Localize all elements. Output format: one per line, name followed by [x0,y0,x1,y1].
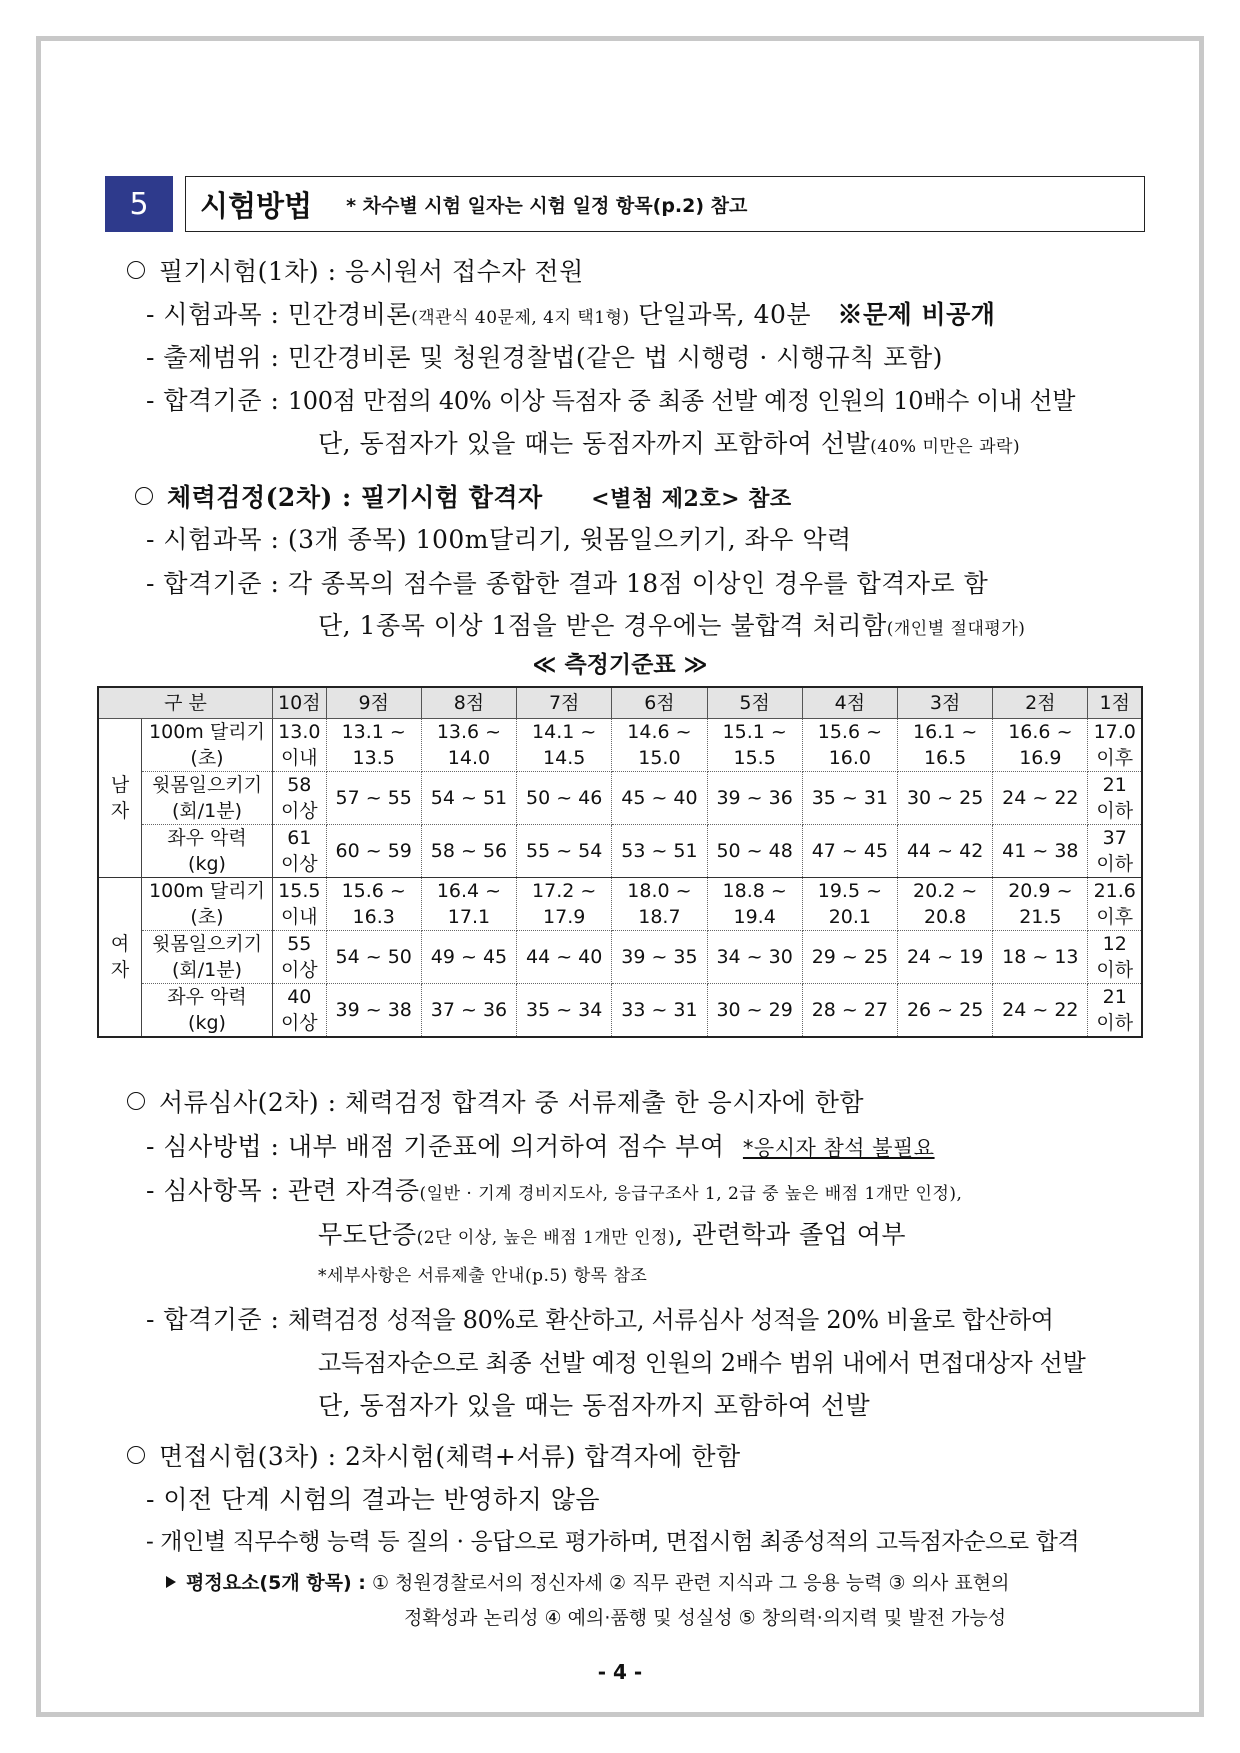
score-cell [612,719,707,772]
score-cell [993,878,1088,931]
score-cell [898,878,993,931]
fitness-heading: 체력검정(2차) : 필기시험 합격자 [167,483,543,512]
score-cell-line: 이후 [1096,906,1134,928]
score-cell-line: 17.9 [543,906,586,928]
score-cell [612,772,707,825]
score-cell [421,772,516,825]
score-cell-line: 이내 [280,747,318,769]
item-label-line: (kg) [188,1012,226,1034]
table-header-cell: 8점 [421,687,516,719]
score-cell-line: 13.5 [352,747,395,769]
table-header-row [98,687,1142,719]
circle-bullet-icon [127,1446,145,1464]
score-cell-line: 18 ~ 13 [1002,946,1079,968]
score-cell [273,931,327,984]
score-cell-line: 21.6 [1093,880,1136,902]
score-cell-line: 15.0 [638,747,681,769]
score-cell [273,719,327,772]
item-label-line: 윗몸일으키기 [151,933,263,955]
score-cell-line: 18.7 [638,906,681,928]
score-cell [1088,825,1142,878]
fitness-pass-label: - 합격기준 : [146,569,280,598]
score-cell [993,984,1088,1038]
score-cell [802,772,897,825]
written-scope: 민간경비론 및 청원경찰법(같은 법 시행령 · 시행규칙 포함) [287,343,943,372]
score-cell-line: 55 ~ 54 [526,840,603,862]
score-cell-line: 47 ~ 45 [811,840,889,862]
written-pass-line-2 [318,424,1020,460]
item-label-line: 좌우 악력 [167,827,247,849]
item-label [142,719,273,772]
document-items-2a: 무도단증 [318,1220,417,1249]
score-cell-line: 49 ~ 45 [430,946,508,968]
score-cell-line: 35 ~ 31 [811,787,889,809]
score-cell-line: 50 ~ 48 [716,840,793,862]
table-header-cell: 10점 [273,687,327,719]
triangle-bullet-icon [166,1576,176,1588]
document-heading: 서류심사(2차) : 체력검정 합격자 중 서류제출 한 응시자에 한함 [159,1088,865,1117]
score-cell-line: 21 [1102,774,1127,796]
score-cell-line: 37 [1102,827,1127,849]
gender-label-char: 여 [110,933,130,955]
score-cell [707,719,802,772]
interview-eval-line [166,1568,1009,1595]
score-cell [802,719,897,772]
score-cell-line: 이하 [1096,800,1134,822]
document-items-1a: 관련 자격증 [287,1176,420,1205]
document-items-2c: , 관련학과 졸업 여부 [675,1220,907,1249]
item-label-line: (회/1분) [171,800,243,822]
score-cell-line: 이후 [1096,747,1134,769]
score-cell [707,931,802,984]
written-heading: 필기시험(1차) : 응시원서 접수자 전원 [159,257,584,286]
score-cell-line: 15.1 ~ [722,721,787,743]
score-cell [802,825,897,878]
table-header-cell: 구 분 [98,687,273,719]
score-cell-line: 45 ~ 40 [621,787,698,809]
table-row [98,878,1142,931]
score-cell [707,825,802,878]
score-cell [326,878,421,931]
score-cell [1088,772,1142,825]
score-cell-line: 58 [287,774,312,796]
document-items-line-2 [318,1215,906,1251]
gender-label [98,878,142,1038]
written-scope-label: - 출제범위 : [146,343,280,372]
written-subject-b: 단일과목, 40분 [638,300,812,329]
fitness-subject-line [146,520,852,556]
document-pass-2: 고득점자순으로 최종 선발 예정 인원의 2배수 범위 내에서 면접대상자 선발 [318,1349,1086,1377]
score-cell [707,878,802,931]
document-method-note: *응시자 참석 불필요 [742,1136,935,1160]
fitness-pass-2-small: (개인별 절대평가) [886,619,1026,639]
document-method-label: - 심사방법 : [146,1132,280,1161]
score-cell [517,984,612,1038]
score-cell [421,825,516,878]
score-cell-line: 24 ~ 22 [1002,999,1079,1021]
table-row [98,825,1142,878]
score-cell [612,931,707,984]
document-heading-line [127,1083,864,1119]
item-label-line: (초) [190,747,224,769]
table-header-cell: 9점 [326,687,421,719]
gender-label [98,719,142,878]
gender-label-char: 자 [110,959,130,981]
score-cell-line: 44 ~ 40 [526,946,603,968]
score-cell-line: 13.1 ~ [341,721,406,743]
score-cell-line: 이상 [280,800,318,822]
document-items-note: *세부사항은 서류제출 안내(p.5) 항목 참조 [318,1266,648,1286]
table-header-cell: 3점 [898,687,993,719]
score-cell-line: 14.5 [543,747,586,769]
score-cell-line: 19.5 ~ [817,880,883,902]
score-cell [707,772,802,825]
written-pass-2: 단, 동점자가 있을 때는 동점자까지 포함하여 선발 [318,429,871,458]
document-method: 내부 배점 기준표에 의거하여 점수 부여 [287,1132,725,1161]
score-cell-line: 17.2 ~ [532,880,597,902]
written-scope-line [146,338,943,374]
score-cell [993,825,1088,878]
score-cell-line: 18.8 ~ [722,880,787,902]
gender-label-char: 자 [110,800,130,822]
score-cell [802,931,897,984]
document-pass-3: 단, 동점자가 있을 때는 동점자까지 포함하여 선발 [318,1391,871,1420]
score-cell-line: 이하 [1096,1012,1134,1034]
score-cell-line: 19.4 [733,906,776,928]
score-cell-line: 12 [1102,933,1127,955]
item-label-line: 윗몸일으키기 [151,774,263,796]
score-cell [273,825,327,878]
table-title: ≪ 측정기준표 ≫ [532,652,708,678]
score-cell [993,719,1088,772]
circle-bullet-icon [127,261,145,279]
item-label-line: (초) [190,906,224,928]
score-cell-line: 이하 [1096,853,1134,875]
item-label-line: (kg) [188,853,226,875]
score-cell-line: 54 ~ 50 [335,946,412,968]
written-subject-line [146,295,995,331]
document-method-line [146,1127,935,1163]
table-row [98,931,1142,984]
score-cell-line: 20.8 [923,906,967,928]
score-cell-line: 13.6 ~ [436,721,502,743]
fitness-pass-line-2 [318,606,1025,642]
score-cell [421,931,516,984]
score-cell-line: 17.1 [447,906,491,928]
score-cell [517,825,612,878]
fitness-pass-2: 단, 1종목 이상 1점을 받은 경우에는 불합격 처리함 [318,611,887,640]
score-cell [707,984,802,1038]
table-header-cell: 4점 [802,687,897,719]
score-cell-line: 14.0 [447,747,491,769]
score-cell-line: 24 ~ 22 [1002,787,1079,809]
score-cell [898,825,993,878]
score-cell [517,772,612,825]
circle-bullet-icon [127,1092,145,1110]
document-pass-label: - 합격기준 : [146,1305,280,1334]
section-note: * 차수별 시험 일자는 시험 일정 항목(p.2) 참고 [346,194,748,217]
score-cell [802,878,897,931]
table-header-cell: 6점 [612,687,707,719]
table-row [98,772,1142,825]
score-cell [421,984,516,1038]
score-cell [993,931,1088,984]
item-label-line: 좌우 악력 [167,986,247,1008]
score-cell-line: 20.9 ~ [1008,880,1073,902]
written-pass-line [146,381,1075,417]
score-cell-line: 54 ~ 51 [430,787,508,809]
score-cell-line: 26 ~ 25 [906,999,984,1021]
score-cell [1088,931,1142,984]
score-cell [1088,878,1142,931]
score-cell-line: 33 ~ 31 [621,999,698,1021]
score-cell [273,772,327,825]
score-cell-line: 55 [287,933,312,955]
score-cell [612,825,707,878]
score-cell-line: 16.5 [923,747,967,769]
interview-eval-2: 정확성과 논리성 ④ 예의·품행 및 성실성 ⑤ 창의력·의지력 및 발전 가능성 [404,1607,1007,1629]
table-header-cell: 2점 [993,687,1088,719]
circle-bullet-icon [135,487,153,505]
score-cell-line: 18.0 ~ [627,880,692,902]
score-cell [326,772,421,825]
written-pass-1: 100점 만점의 40% 이상 득점자 중 최종 선발 예정 인원의 10배수 이내 선발 [287,387,1076,415]
score-cell [1088,984,1142,1038]
fitness-pass-line [146,564,988,600]
score-cell [326,825,421,878]
score-cell-line: 30 ~ 29 [716,999,793,1021]
score-cell-line: 61 [287,827,312,849]
document-items-label: - 심사항목 : [146,1176,280,1205]
interview-heading-line [127,1437,741,1473]
score-cell-line: 16.9 [1019,747,1062,769]
score-cell-line: 16.1 ~ [912,721,978,743]
interview-line-1: - 이전 단계 시험의 결과는 반영하지 않음 [146,1485,601,1514]
score-cell [517,719,612,772]
gender-label-char: 남 [110,774,130,796]
score-cell-line: 15.6 ~ [341,880,406,902]
item-label [142,931,273,984]
score-cell-line: 34 ~ 30 [716,946,793,968]
item-label-line: 100m 달리기 [149,721,265,743]
section-header [185,176,1145,232]
written-subject-a: 민간경비론 [287,300,412,329]
score-cell [273,984,327,1038]
score-cell [802,984,897,1038]
item-label-line: (회/1분) [171,959,243,981]
score-cell-line: 21 [1102,986,1127,1008]
score-cell-line: 37 ~ 36 [430,999,508,1021]
table-row [98,719,1142,772]
table-header-cell: 5점 [707,687,802,719]
score-cell-line: 16.0 [828,747,872,769]
score-cell-line: 이상 [280,959,318,981]
score-cell-line: 이하 [1096,959,1134,981]
score-cell-line: 35 ~ 34 [526,999,603,1021]
document-items-2b: (2단 이상, 높은 배점 1개만 인정) [416,1228,676,1248]
score-cell-line: 41 ~ 38 [1002,840,1079,862]
score-cell [326,931,421,984]
score-cell [517,878,612,931]
fitness-pass-1: 각 종목의 점수를 종합한 결과 18점 이상인 경우를 합격자로 함 [287,569,989,598]
table-header-cell: 7점 [517,687,612,719]
score-cell-line: 39 ~ 36 [716,787,793,809]
score-cell-line: 17.0 [1093,721,1136,743]
score-cell-line: 39 ~ 35 [621,946,698,968]
score-cell [612,878,707,931]
score-cell-line: 57 ~ 55 [335,787,412,809]
score-cell-line: 이내 [280,906,318,928]
score-cell-line: 28 ~ 27 [811,999,889,1021]
score-cell [898,772,993,825]
fitness-standard-table [97,686,1143,1038]
score-cell-line: 15.5 [733,747,776,769]
score-cell-line: 15.6 ~ [817,721,883,743]
score-cell-line: 16.4 ~ [436,880,502,902]
score-cell-line: 60 ~ 59 [335,840,412,862]
score-cell-line: 30 ~ 25 [906,787,984,809]
score-cell [273,878,327,931]
document-items-1b: (일반 · 기계 경비지도사, 응급구조사 1, 2급 중 높은 배점 1개만 인정), [419,1184,963,1204]
written-subject-c: ※문제 비공개 [837,300,996,329]
score-cell-line: 20.1 [828,906,872,928]
score-cell-line: 24 ~ 19 [906,946,984,968]
score-cell [898,984,993,1038]
score-cell-line: 14.6 ~ [627,721,692,743]
document-pass-line [146,1300,1054,1336]
score-cell-line: 40 [287,986,312,1008]
score-cell [898,931,993,984]
score-cell-line: 44 ~ 42 [906,840,984,862]
item-label [142,825,273,878]
score-cell-line: 29 ~ 25 [811,946,889,968]
fitness-subject: (3개 종목) 100m달리기, 윗몸일으키기, 좌우 악력 [287,525,852,554]
score-cell-line: 13.0 [278,721,321,743]
score-cell-line: 58 ~ 56 [430,840,508,862]
written-pass-2-small: (40% 미만은 과락) [870,437,1021,457]
written-heading-line [127,252,584,288]
score-cell [421,878,516,931]
interview-eval-label: 평정요소(5개 항목) : [186,1572,366,1594]
table-row [98,984,1142,1038]
score-cell-line: 21.5 [1019,906,1062,928]
score-cell [898,719,993,772]
table-header-cell: 1점 [1088,687,1142,719]
score-cell-line: 39 ~ 38 [335,999,412,1021]
fitness-subject-label: - 시험과목 : [146,525,280,554]
fitness-heading-line [135,478,792,514]
score-cell-line: 14.1 ~ [532,721,597,743]
score-cell-line: 53 ~ 51 [621,840,698,862]
document-items-line [146,1171,962,1207]
written-pass-label: - 합격기준 : [146,386,280,415]
score-cell-line: 16.3 [352,906,395,928]
score-cell [612,984,707,1038]
item-label [142,878,273,931]
score-cell-line: 16.6 ~ [1008,721,1073,743]
item-label [142,984,273,1038]
fitness-annex: <별첨 제2호> 참조 [591,486,792,512]
score-cell [1088,719,1142,772]
score-cell-line: 20.2 ~ [912,880,978,902]
written-subject-label: - 시험과목 : [146,300,280,329]
score-cell [326,719,421,772]
interview-eval-1: ① 청원경찰로서의 정신자세 ② 직무 관련 지식과 그 응용 능력 ③ 의사 표현의 [371,1572,1010,1594]
score-cell [993,772,1088,825]
document-pass-1: 체력검정 성적을 80%로 환산하고, 서류심사 성적을 20% 비율로 합산하여 [287,1306,1054,1334]
score-cell-line: 이상 [280,853,318,875]
score-cell [421,719,516,772]
score-cell [326,984,421,1038]
written-subject-small: (객관식 40문제, 4지 택1형) [411,308,630,328]
score-cell-line: 15.5 [278,880,321,902]
section-title: 시험방법 [200,188,313,223]
score-cell-line: 이상 [280,1012,318,1034]
interview-line-2: - 개인별 직무수행 능력 등 질의 · 응답으로 평가하며, 면접시험 최종성적의 고득점자순으로 합격 [146,1529,1080,1555]
interview-heading: 면접시험(3차) : 2차시험(체력+서류) 합격자에 한함 [159,1442,741,1471]
score-cell-line: 50 ~ 46 [526,787,603,809]
item-label-line: 100m 달리기 [149,880,265,902]
item-label [142,772,273,825]
score-cell [517,931,612,984]
section-number: 5 [105,176,173,232]
page-number: - 4 - [597,1660,643,1684]
